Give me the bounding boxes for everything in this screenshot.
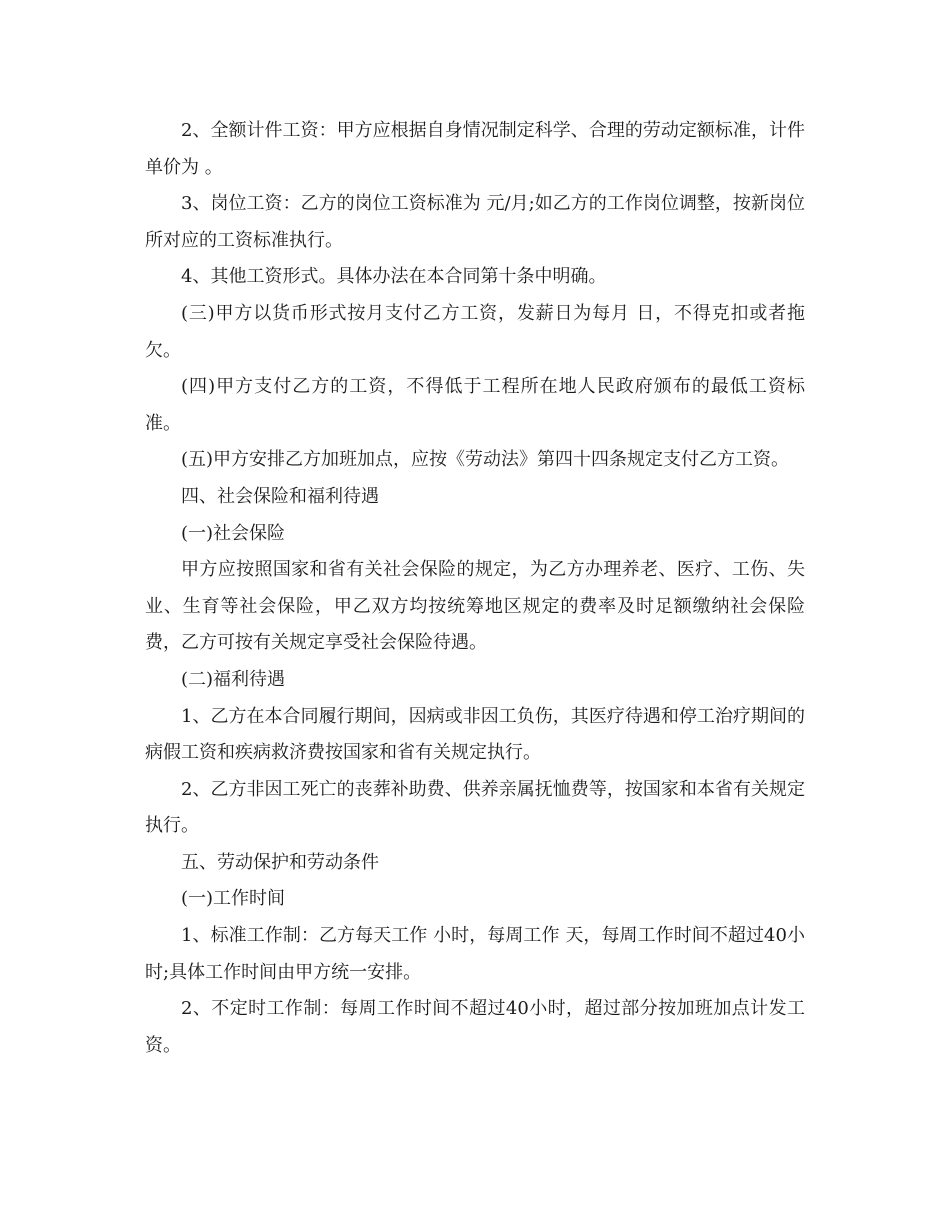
paragraph-overtime: (五)甲方安排乙方加班加点，应按《劳动法》第四十四条规定支付乙方工资。 <box>181 449 790 471</box>
paragraph-position-wage: 3、岗位工资：乙方的岗位工资标准为 元/月;如乙方的工作岗位调整，按新岗位所对应的工资标准执行。 <box>145 193 805 251</box>
paragraph-minimum-wage: (四)甲方支付乙方的工资，不得低于工程所在地人民政府颁布的最低工资标准。 <box>145 376 805 434</box>
paragraph-social-insurance: 甲方应按照国家和省有关社会保险的规定，为乙方办理养老、医疗、工伤、失业、生育等社会保险，甲乙双方均按统筹地区规定的费率及时足额缴纳社会保险费，乙方可按有关规定享受社会保险待遇。 <box>145 559 805 654</box>
paragraph-payday: (三)甲方以货币形式按月支付乙方工资，发薪日为每月 日，不得克扣或者拖欠。 <box>145 302 805 361</box>
paragraph-piecework-wage: 2、全额计件工资：甲方应根据自身情况制定科学、合理的劳动定额标准，计件单价为 。 <box>145 120 805 178</box>
document-body <box>145 113 805 1064</box>
subheading-working-hours: (一)工作时间 <box>181 888 286 910</box>
section-heading-labor-protection: 五、劳动保护和劳动条件 <box>181 851 379 873</box>
paragraph-sick-leave: 1、乙方在本合同履行期间，因病或非因工负伤，其医疗待遇和停工治疗期间的病假工资和疾病救济费按国家和省有关规定执行。 <box>145 705 805 764</box>
paragraph-standard-hours: 1、标准工作制：乙方每天工作 小时，每周工作 天，每周工作时间不超过40小时;具体工作时间由甲方统一安排。 <box>145 925 805 983</box>
paragraph-death-benefits: 2、乙方非因工死亡的丧葬补助费、供养亲属抚恤费等，按国家和本省有关规定执行。 <box>145 778 805 837</box>
section-heading-social-insurance: 四、社会保险和福利待遇 <box>181 485 379 507</box>
subheading-social-insurance: (一)社会保险 <box>181 522 286 544</box>
paragraph-other-wage: 4、其他工资形式。具体办法在本合同第十条中明确。 <box>181 266 607 288</box>
subheading-welfare: (二)福利待遇 <box>181 668 286 690</box>
paragraph-flexible-hours: 2、不定时工作制：每周工作时间不超过40小时，超过部分按加班加点计发工资。 <box>145 998 805 1056</box>
